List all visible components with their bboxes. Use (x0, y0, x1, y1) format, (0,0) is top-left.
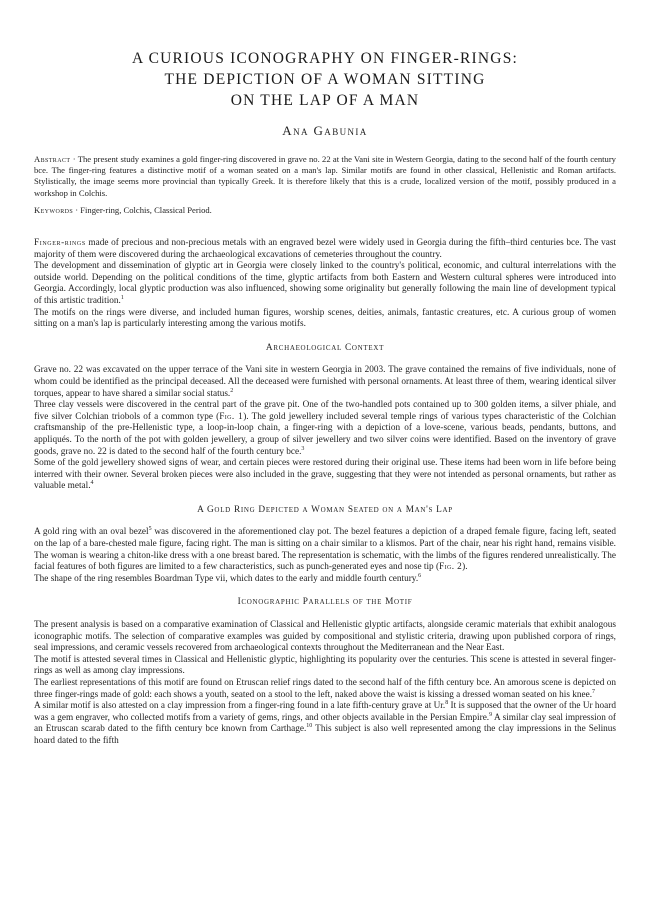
intro-lead-words: Finger-rings (34, 238, 86, 249)
intro-paragraph-1: Finger-rings made of precious and non-precious metals with an engraved bezel were widely used in Georgia during the fifth–third centuries bce. The vast majority of them were discovered during the archaeological excavations of cemeteries throughout the country. (34, 238, 616, 260)
footnote-ref[interactable]: 9 (489, 711, 493, 718)
footnote-ref[interactable]: 6 (418, 572, 422, 579)
intro-paragraph-3: The motifs on the rings were diverse, and included human figures, worship scenes, deities, animals, fantastic creatures, etc. A curious group of women sitting on a man's lap is particularly interesting among the various motifs. (34, 307, 616, 330)
abstract-label: Abstract (34, 154, 71, 164)
keywords-separator: · (73, 204, 81, 215)
keywords-label: Keywords (34, 204, 74, 215)
title-line-1: A CURIOUS ICONOGRAPHY ON FINGER-RINGS: (131, 50, 519, 67)
archaeological-paragraph-1: Grave no. 22 was excavated on the upper terrace of the Vani site in western Georgia in 2003. The grave contained the remains of five individuals, none of whom could be identified as the principal deceased. All the deceased were furnished with personal ornaments. At least three of them, wearing identical silver torques, appear to have shared a similar social status.$^2$ (34, 365, 616, 399)
footnote-ref[interactable]: 10 (306, 723, 313, 730)
footnote-ref[interactable]: 7 (592, 688, 596, 695)
article-title (34, 48, 616, 111)
title-line-3: ON THE LAP OF A MAN (230, 92, 420, 109)
figure-ref-2[interactable]: Fig. 2 (439, 562, 463, 573)
footnote-ref[interactable]: 5 (148, 526, 152, 533)
section-heading-iconographic-parallels: Iconographic Parallels of the Motif (237, 597, 413, 608)
author-name: Ana Gabunia (282, 123, 368, 138)
intro-paragraph-2: The development and dissemination of glyptic art in Georgia were closely linked to the country's political, economic, and cultural interrelations with the outside world. Depending on the political conditions of the time, glyptic artifacts from both Eastern and Western cultural spheres were introduced into Georgia. Accordingly, local glyptic production was also influenced, showing some originality but generally following the main line of development typical of this artistic tradition.$^1$ (34, 261, 616, 306)
archaeological-paragraph-2: Three clay vessels were discovered in the central part of the grave pit. One of the two-handled pots contained up to 300 golden items, a silver phiale, and five silver Colchian triobols of a common type (Fig. 1). The gold jewellery included several temple rings of various types characteristic of the Colchian craftsmanship of the pre-Hellenistic type, a loop-in-loop chain, a finger-ring with a depiction of a love-scene, various beads, pendants, buttons, and appliqués. To the north of the pot with golden jewellery, a group of silver jewellery and two silver coins were identified. Based on the inventory of grave goods, grave no. 22 is dated to the second half of the fourth century bce.$^3$ (34, 400, 616, 457)
figure-ref-1[interactable]: Fig. 1 (219, 411, 244, 422)
article-body (34, 238, 616, 748)
footnote-ref[interactable]: 8 (445, 700, 449, 707)
gold-ring-paragraph-2: The shape of the ring resembles Boardman Type vii, which dates to the early and middle fourth century.$^6$ (34, 572, 422, 584)
iconographic-paragraph-4: A similar motif is also attested on a clay impression from a finger-ring found in a late fifth-century grave at Ur.$^8$ It is supposed that the owner of the Ur hoard was a gem engraver, who collected motifs from a variety of gems, rings, and other objects available in the Persian Empire.$^9$ A similar clay seal impression of an Etruscan scarab dated to the fifth century bce known from Carthage.$^{10}$ This subject is also well represented among the clay impressions in the Selinus hoard dated to the fifth (34, 700, 616, 746)
keywords (34, 205, 616, 216)
abstract-separator: · (70, 154, 78, 164)
iconographic-paragraph-1: The present analysis is based on a comparative examination of Classical and Hellenistic glyptic artifacts, alongside ceramic materials that exhibit analogous iconographic motifs. The selection of comparative examples was guided by compositional and stylistic criteria, drawing upon published corpora of rings, seal impressions, and ceramic vessels recovered from archaeological contexts throughout the Mediterranean and the Near East. (34, 620, 616, 654)
iconographic-paragraph-2: The motif is attested several times in Classical and Hellenistic glyptic, highlighting its popularity over the centuries. This scene is attested in several finger-rings as well as among clay impressions. (34, 654, 616, 677)
footnote-ref[interactable]: 3 (301, 445, 305, 452)
gold-ring-paragraph-1: A gold ring with an oval bezel$^5$ was discovered in the aforementioned clay pot. The bezel features a depiction of a draped female figure, facing left, seated on the lap of a bare-chested male figure, facing right. The man is sitting on a chair similar to a klismos. Part of the chair, near his right hand, remains visible. The woman is wearing a chiton-like dress with a one breast bared. The representation is schematic, with the limbs of the figures rendered unrealistically. The facial features of both figures are limited to a few characteristics, such as punch-generated eyes and nose tip (Fig. 2). (34, 526, 616, 573)
abstract (34, 154, 616, 199)
section-heading-gold-ring: A Gold Ring Depicted a Woman Seated on a Man's Lap (197, 504, 453, 515)
section-heading-archaeological-context: Archaeological Context (265, 342, 385, 353)
keywords-text: Finger-ring, Colchis, Classical Period. (80, 204, 212, 215)
article-page (34, 48, 616, 748)
archaeological-paragraph-3: Some of the gold jewellery showed signs of wear, and certain pieces were restored during their original use. These items had been worn in life before being interred with their owner. Several broken pieces were also included in the grave, suggesting that they were not intended as personal ornaments, but rather as valuable metal.$^4$ (34, 458, 616, 492)
footnote-ref[interactable]: 2 (230, 387, 234, 394)
abstract-text: The present study examines a gold finger-ring discovered in grave no. 22 at the Vani site in Western Georgia, dating to the second half of the fourth century bce. The finger-ring features a distinctive motif of a woman seated on a man's lap. Similar motifs are found in other classical, Hellenistic and Roman artifacts. Stylistically, the image seems more provincial than typically Greek. It is therefore likely that this is a crude, localized version of the motif, possibly produced in a workshop in Colchis. (34, 154, 616, 198)
iconographic-paragraph-3: The earliest representations of this motif are found on Etruscan relief rings dated to the second half of the fifth century bce. An amorous scene is depicted on three finger-rings made of gold: each shows a youth, seated on a stool to the left, naked above the waist is kissing a dressed woman seated on his knee.$^7$ (34, 678, 616, 700)
title-line-2: THE DEPICTION OF A WOMAN SITTING (164, 71, 486, 88)
footnote-ref[interactable]: 1 (120, 294, 124, 301)
footnote-ref[interactable]: 4 (90, 480, 94, 487)
